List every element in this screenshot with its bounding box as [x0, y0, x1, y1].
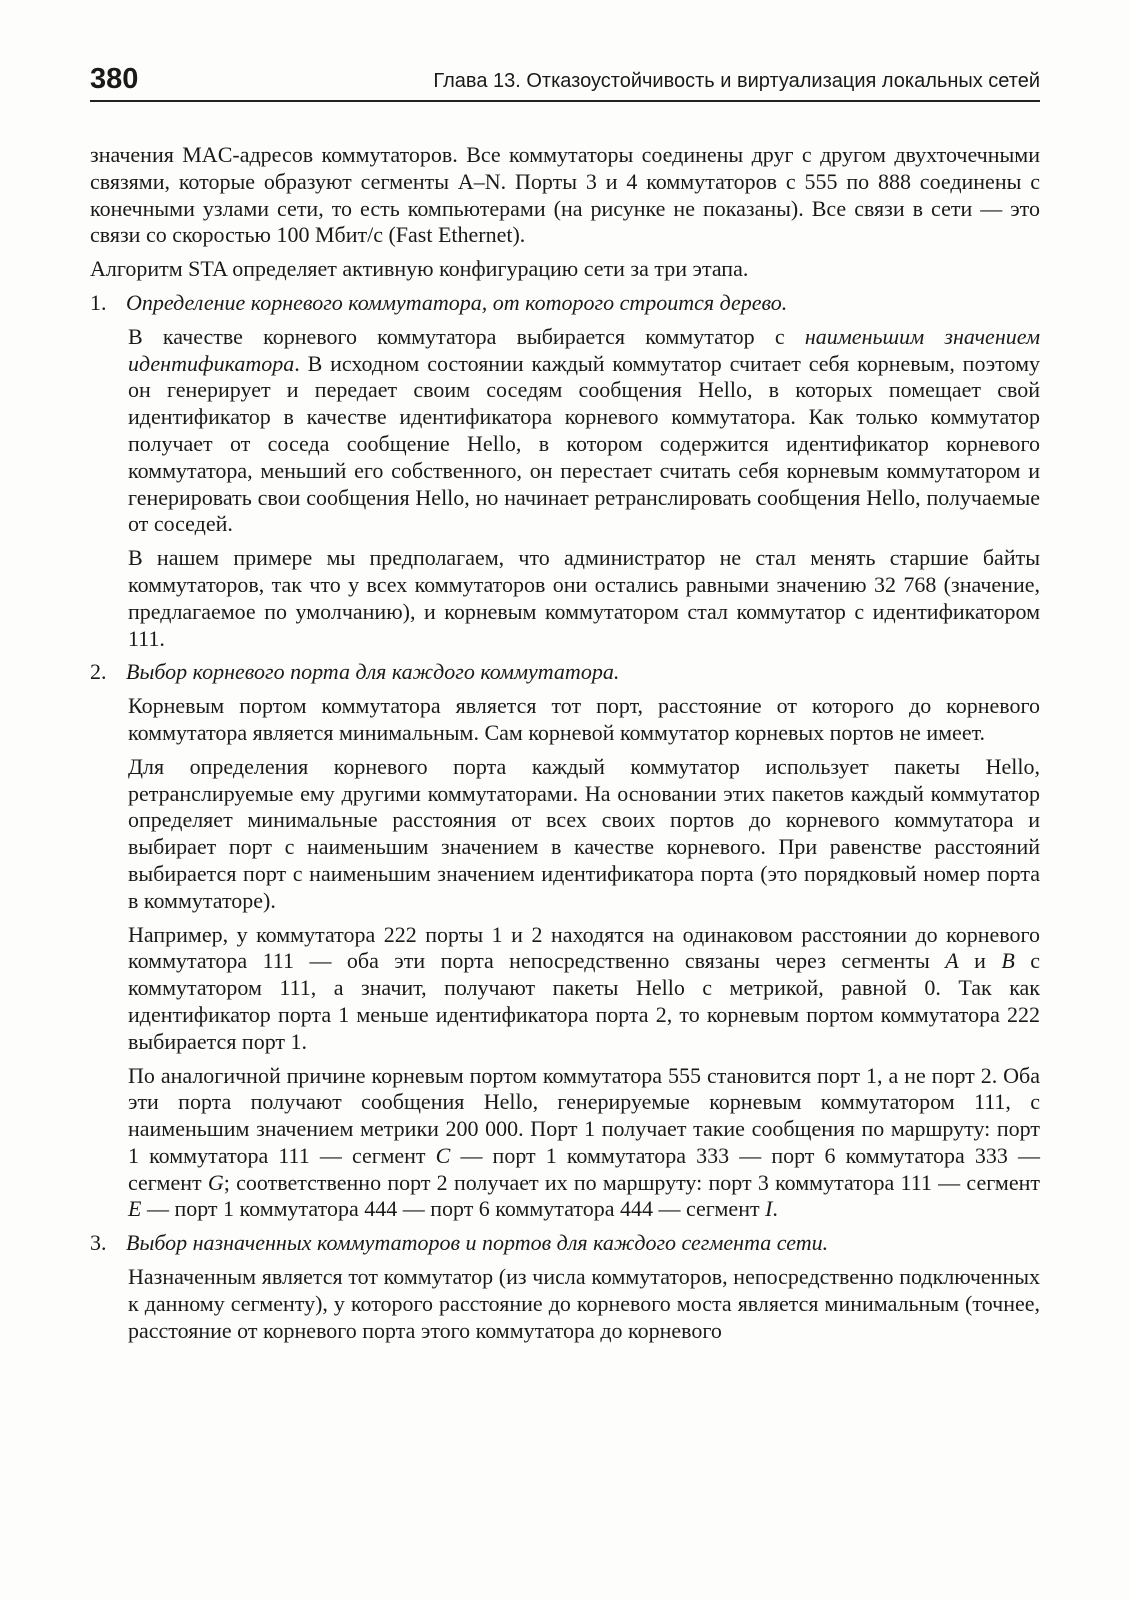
- text-run: ; соответственно порт 2 получает их по маршруту: порт 3 коммутатора 111 — сегмент: [223, 1169, 1041, 1195]
- step-3-heading: [90, 1230, 1040, 1257]
- step-2-paragraph-3: [128, 922, 1040, 1056]
- page-header: [90, 62, 1040, 102]
- segment-label: C: [435, 1142, 451, 1168]
- segment-label: B: [1001, 948, 1015, 974]
- body-text: [90, 142, 1040, 1351]
- step-title: Выбор назначенных коммутаторов и портов для каждого сегмента сети.: [126, 1230, 829, 1256]
- step-2-paragraph-1: Корневым портом коммутатора является тот порт, расстояние от которого до корневого коммутатора является минимальным. Сам корневой коммутатор корневых портов не имеет.: [128, 693, 1040, 745]
- emphasis-text: наименьшим значением идентификатора: [128, 323, 1040, 376]
- segment-label: E: [128, 1196, 142, 1222]
- step-title: Определение корневого коммутатора, от которого строится дерево.: [126, 289, 788, 315]
- segment-label: G: [207, 1169, 224, 1195]
- text-run: .: [772, 1196, 778, 1222]
- text-run: . В исходном состоянии каждый коммутатор считает себя корневым, поэтому он генерирует и передает своим соседям сообщения Hello, в которых помещает свой идентификатор в качестве идентификатора корневого коммутатора. Как только коммутатор получает от соседа сообщение Hello, в котором содержится идентификатор корневого коммутатора, меньший его собственного, он перестает считать себя корневым коммутатором и генерировать свои сообщения Hello, но начинает ретранслировать сообщения Hello, получаемые от соседей.: [128, 350, 1040, 537]
- step-3-paragraph-1: Назначенным является тот коммутатор (из числа коммутаторов, непосредственно подключенных к данному сегменту), у которого расстояние до корневого моста является минимальным (точнее, расстояние от корневого порта этого коммутатора до корневого: [128, 1264, 1040, 1343]
- step-title: Выбор корневого порта для каждого коммутатора.: [126, 659, 620, 685]
- step-1-paragraph-2: В нашем примере мы предполагаем, что администратор не стал менять старшие байты коммутаторов, так что у всех коммутаторов они остались равными значению 32 768 (значение, предлагаемое по умолчанию), и корневым коммутатором стал коммутатор с идентификатором 111.: [128, 545, 1040, 651]
- intro-paragraph-stages: Алгоритм STA определяет активную конфигурацию сети за три этапа.: [90, 256, 749, 282]
- step-2-paragraph-4: [128, 1063, 1040, 1224]
- step-number: 3.: [90, 1230, 107, 1256]
- text-run: Например, у коммутатора 222 порты 1 и 2 находятся на одинаковом расстоянии до корневого коммутатора 111 — оба эти порта непосредственно связаны через сегменты: [128, 921, 1040, 974]
- text-run: с коммутатором 111, а значит, получают пакеты Hello с метрикой, равной 0. Так как идентификатор порта 1 меньше идентификатора порта 2, то корневым портом коммутатора 222 выбирается порт 1.: [128, 948, 1041, 1054]
- text-run: — порт 1 коммутатора 444 — порт 6 коммутатора 444 — сегмент: [141, 1196, 766, 1222]
- step-1-paragraph-1: [128, 324, 1040, 538]
- page-number: 380: [90, 63, 139, 95]
- text-run: В качестве корневого коммутатора выбирается коммутатор с: [128, 323, 805, 349]
- segment-label: I: [765, 1196, 773, 1222]
- step-number: 1.: [90, 289, 107, 315]
- text-run: По аналогичной причине корневым портом коммутатора 555 становится порт 1, а не порт 2. Оба эти порта получают сообщения Hello, генерируемые корневым коммутатором 111, с наименьшим значением метрики 200 000. Порт 1 получает такие сообщения по маршруту: порт 1 коммутатора 111 — сегмент: [128, 1062, 1040, 1168]
- step-number: 2.: [90, 659, 107, 685]
- text-run: — порт 1 коммутатора 333 — порт 6 коммутатора 333 — сегмент: [128, 1142, 1040, 1195]
- step-2-heading: [90, 659, 1040, 686]
- step-2-paragraph-2: Для определения корневого порта каждый коммутатор использует пакеты Hello, ретранслируемые ему другими коммутаторами. На основании этих пакетов каждый коммутатор определяет минимальные расстояния от всех своих портов до корневого коммутатора и выбирает порт с наименьшим значением в качестве корневого. При равенстве расстояний выбирается порт с наименьшим значением идентификатора порта (это порядковый номер порта в коммутаторе).: [128, 753, 1040, 913]
- chapter-running-head: Глава 13. Отказоустойчивость и виртуализация локальных сетей: [433, 70, 1040, 92]
- segment-label: A: [945, 948, 959, 974]
- intro-paragraph: значения MAC-адресов коммутаторов. Все коммутаторы соединены друг с другом двухточечными связями, которые образуют сегменты A–N. Порты 3 и 4 коммутаторов с 555 по 888 соединены с конечными узлами сети, то есть компьютерами (на рисунке не показаны). Все связи в сети — это связи со скоростью 100 Мбит/с (Fast Ethernet).: [90, 142, 1040, 248]
- step-1-heading: [90, 290, 1040, 317]
- text-run: и: [958, 948, 1002, 974]
